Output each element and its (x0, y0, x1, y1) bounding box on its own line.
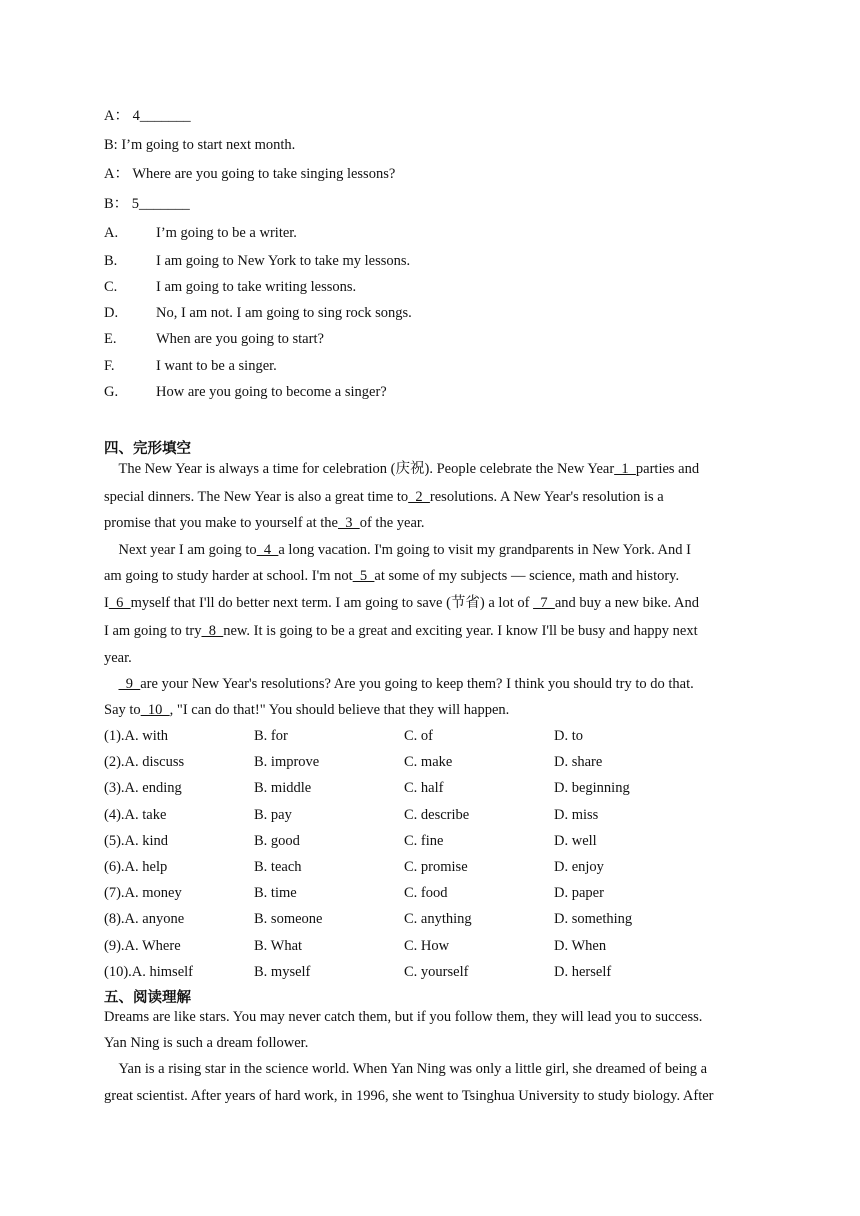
choice-option: B. for (254, 728, 288, 744)
cloze-line (104, 460, 759, 478)
cloze-line (104, 541, 759, 559)
cloze-text: resolutions. A New Year's resolution is a (429, 489, 664, 505)
cloze-text: are your New Year's resolutions? Are you going to keep them? I think you should try to do that. (140, 676, 694, 692)
cloze-blank: 1 (614, 461, 636, 477)
choice-option: (5).A. kind (104, 833, 169, 849)
cloze-blank: 5 (352, 568, 375, 584)
choice-option: C. promise (404, 859, 468, 875)
option-letter: C. (104, 279, 118, 295)
option-letter: E. (104, 331, 117, 347)
cloze-text: of the year. (359, 515, 425, 531)
choice-option: B. What (254, 938, 303, 954)
choice-option: (8).A. anyone (104, 911, 185, 927)
option-letter: B. (104, 253, 118, 269)
cloze-line (104, 567, 759, 585)
cloze-text: Next year I am going to (104, 542, 257, 558)
option-letter: G. (104, 384, 119, 400)
cloze-text: a long vacation. I'm going to visit my grandparents in New York. And I (278, 542, 691, 558)
choice-option: C. describe (404, 807, 470, 823)
choice-option: D. miss (554, 807, 599, 823)
cloze-text: I am going to try (104, 623, 202, 639)
choice-option: C. half (404, 780, 444, 796)
choice-option: (3).A. ending (104, 780, 182, 796)
cloze-line (104, 649, 759, 667)
cloze-line (104, 675, 759, 693)
cloze-blank: 4 (256, 542, 279, 558)
choice-option: D. well (554, 833, 597, 849)
option-text: I want to be a singer. (156, 358, 277, 374)
choice-option: B. myself (254, 964, 311, 980)
cloze-text: and buy a new bike. And (554, 595, 699, 611)
cloze-text: year. (104, 650, 132, 666)
choice-option: (6).A. help (104, 859, 168, 875)
choice-option: (7).A. money (104, 885, 182, 901)
choice-option: C. of (404, 728, 433, 744)
choice-option: C. make (404, 754, 453, 770)
dialogue-line-a4: A： 4_______ (104, 108, 191, 124)
option-text: When are you going to start? (156, 331, 324, 347)
dialogue-line-b-start: B: I’m going to start next month. (104, 137, 296, 153)
choice-option: (9).A. Where (104, 938, 181, 954)
choice-option: C. How (404, 938, 450, 954)
choice-option: D. herself (554, 964, 612, 980)
cloze-line (104, 488, 759, 506)
cloze-blank: 8 (201, 623, 224, 639)
section-heading-cloze: 四、完形填空 (104, 441, 191, 457)
choice-option: D. beginning (554, 780, 630, 796)
choice-option: B. pay (254, 807, 292, 823)
cloze-blank: 7 (533, 595, 555, 611)
cloze-blank: 9 (118, 676, 141, 692)
reading-line: Yan is a rising star in the science world. When Yan Ning was only a little girl, she dreamed of being a (104, 1061, 708, 1077)
cloze-line (104, 514, 759, 532)
cloze-blank: 3 (337, 515, 360, 531)
choice-option: D. enjoy (554, 859, 604, 875)
choice-option: (4).A. take (104, 807, 167, 823)
choice-option: B. good (254, 833, 300, 849)
section-heading-reading: 五、阅读理解 (104, 990, 191, 1006)
option-letter: A. (104, 225, 119, 241)
choice-option: B. someone (254, 911, 323, 927)
cloze-text: parties and (635, 461, 700, 477)
choice-option: C. anything (404, 911, 472, 927)
choice-option: (1).A. with (104, 728, 169, 744)
choice-option: (2).A. discuss (104, 754, 185, 770)
cloze-text: at some of my subjects — science, math and history. (374, 568, 680, 584)
choice-option: B. teach (254, 859, 302, 875)
cloze-text: myself that I'll do better next term. I am going to save (节省) a lot of (130, 595, 534, 611)
choice-option: B. time (254, 885, 297, 901)
option-text: No, I am not. I am going to sing rock songs. (156, 305, 412, 321)
cloze-line (104, 594, 759, 612)
choice-option: D. When (554, 938, 607, 954)
cloze-blank: 6 (108, 595, 131, 611)
cloze-text: promise that you make to yourself at the (104, 515, 338, 531)
option-text: I’m going to be a writer. (156, 225, 297, 241)
option-letter: F. (104, 358, 115, 374)
reading-line: Dreams are like stars. You may never catch them, but if you follow them, they will lead you to success. (104, 1009, 703, 1025)
cloze-line (104, 701, 759, 719)
choice-option: C. food (404, 885, 448, 901)
cloze-text: Say to (104, 702, 141, 718)
cloze-text: I (104, 595, 109, 611)
choice-option: D. something (554, 911, 633, 927)
cloze-text (104, 676, 119, 692)
choice-option: (10).A. himself (104, 964, 193, 980)
choice-option: D. share (554, 754, 603, 770)
cloze-text: , "I can do that!" You should believe that they will happen. (169, 702, 510, 718)
reading-line: Yan Ning is such a dream follower. (104, 1035, 309, 1051)
choice-option: C. fine (404, 833, 444, 849)
cloze-text: am going to study harder at school. I'm not (104, 568, 353, 584)
cloze-text: new. It is going to be a great and exciting year. I know I'll be busy and happy next (223, 623, 698, 639)
choice-option: C. yourself (404, 964, 469, 980)
cloze-text: The New Year is always a time for celebration (庆祝). People celebrate the New Year (104, 461, 615, 477)
option-text: I am going to New York to take my lessons. (156, 253, 411, 269)
dialogue-line-a-where: A： Where are you going to take singing lessons? (104, 166, 396, 182)
choice-option: B. middle (254, 780, 312, 796)
cloze-blank: 10 (140, 702, 170, 718)
reading-line: great scientist. After years of hard work, in 1996, she went to Tsinghua University to study biology. After (104, 1088, 714, 1104)
cloze-line (104, 622, 759, 640)
option-text: I am going to take writing lessons. (156, 279, 357, 295)
choice-option: D. paper (554, 885, 604, 901)
cloze-blank: 2 (408, 489, 430, 505)
choice-option: B. improve (254, 754, 320, 770)
option-text: How are you going to become a singer? (156, 384, 387, 400)
option-letter: D. (104, 305, 119, 321)
choice-option: D. to (554, 728, 583, 744)
cloze-text: special dinners. The New Year is also a great time to (104, 489, 409, 505)
dialogue-line-b5: B： 5_______ (104, 196, 190, 212)
